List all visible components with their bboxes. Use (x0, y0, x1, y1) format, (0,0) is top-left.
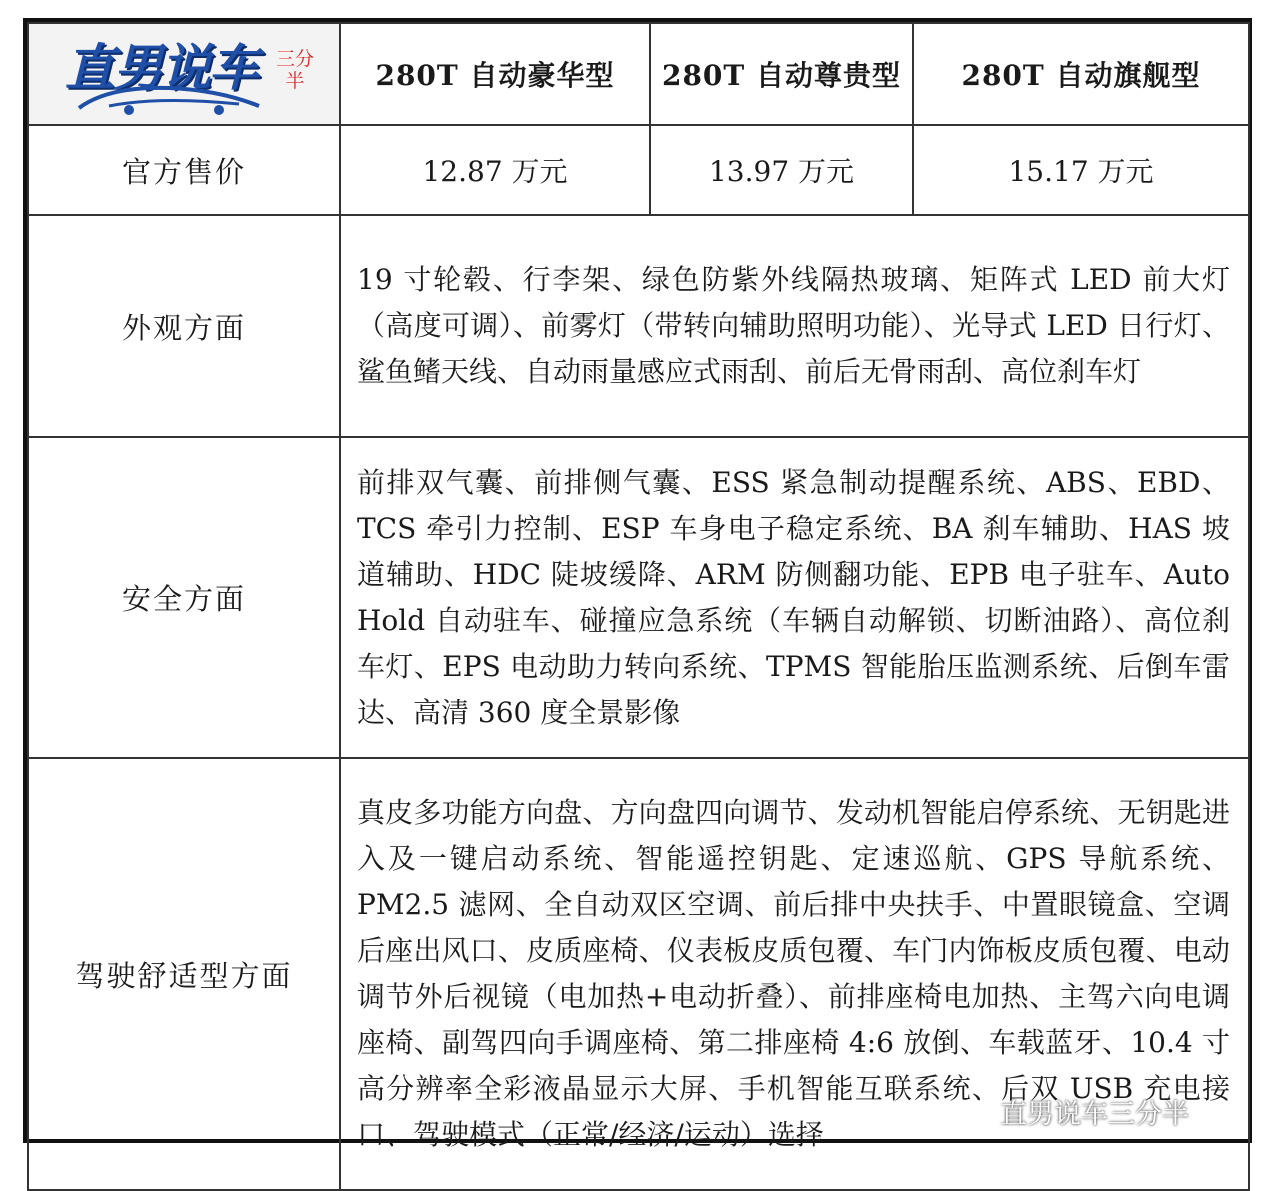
model-header-2: 280T 自动尊贵型 (650, 23, 913, 125)
watermark (958, 1092, 1189, 1131)
car-logo-icon (69, 78, 269, 118)
safety-features: 前排双气囊、前排侧气囊、ESS 紧急制动提醒系统、ABS、EBD、TCS 牵引力控制、ESP 车身电子稳定系统、BA 刹车辅助、HAS 坡道辅助、HDC 陡坡缓降、ARM 防侧翻功能、EPB 电子驻车、Auto Hold 自动驻车、碰撞应急系统（车辆自动解锁、切断油路）、高位刹车灯、EPS 电动助力转向系统、TPMS 智能胎压监测系统、后倒车雷达、高清 360 度全景影像 (340, 437, 1249, 758)
model-header-1: 280T 自动豪华型 (340, 23, 650, 125)
price-label: 官方售价 (28, 125, 340, 215)
price-row (28, 125, 1249, 215)
price-value-1: 12.87 万元 (340, 125, 650, 215)
brand-logo: 直男说车 (65, 39, 257, 97)
safety-row (28, 437, 1249, 758)
price-value-2: 13.97 万元 (650, 125, 913, 215)
price-value-3: 15.17 万元 (913, 125, 1249, 215)
model-header-3: 280T 自动旗舰型 (913, 23, 1249, 125)
exterior-features: 19 寸轮毂、行李架、绿色防紫外线隔热玻璃、矩阵式 LED 前大灯（高度可调）、前雾灯（带转向辅助照明功能）、光导式 LED 日行灯、鲨鱼鳍天线、自动雨量感应式雨刮、前后无骨雨刮、高位刹车灯 (340, 215, 1249, 437)
watermark-text: 直男说车三分半 (1000, 1099, 1189, 1130)
spec-table (27, 22, 1250, 1191)
safety-label: 安全方面 (28, 437, 340, 758)
logo-cell (28, 23, 340, 125)
wechat-icon (958, 1098, 994, 1126)
brand-logo-sub: 三分半 (275, 48, 314, 92)
spec-table-frame (23, 18, 1252, 1151)
comfort-features: 真皮多功能方向盘、方向盘四向调节、发动机智能启停系统、无钥匙进入及一键启动系统、智能遥控钥匙、定速巡航、GPS 导航系统、PM2.5 滤网、全自动双区空调、前后排中央扶手、中置眼镜盒、空调后座出风口、皮质座椅、仪表板皮质包覆、车门内饰板皮质包覆、电动调节外后视镜（电加热+电动折叠）、前排座椅电加热、主驾六向电调座椅、副驾四向手调座椅、第二排座椅 4:6 放倒、车载蓝牙、10.4 寸高分辨率全彩液晶显示大屏、手机智能互联系统、后双 USB 充电接口、驾驶模式（正常/经济/运动）选择 (340, 758, 1249, 1190)
exterior-row (28, 215, 1249, 437)
comfort-label: 驾驶舒适型方面 (28, 758, 340, 1190)
table-header-row (28, 23, 1249, 125)
exterior-label: 外观方面 (28, 215, 340, 437)
